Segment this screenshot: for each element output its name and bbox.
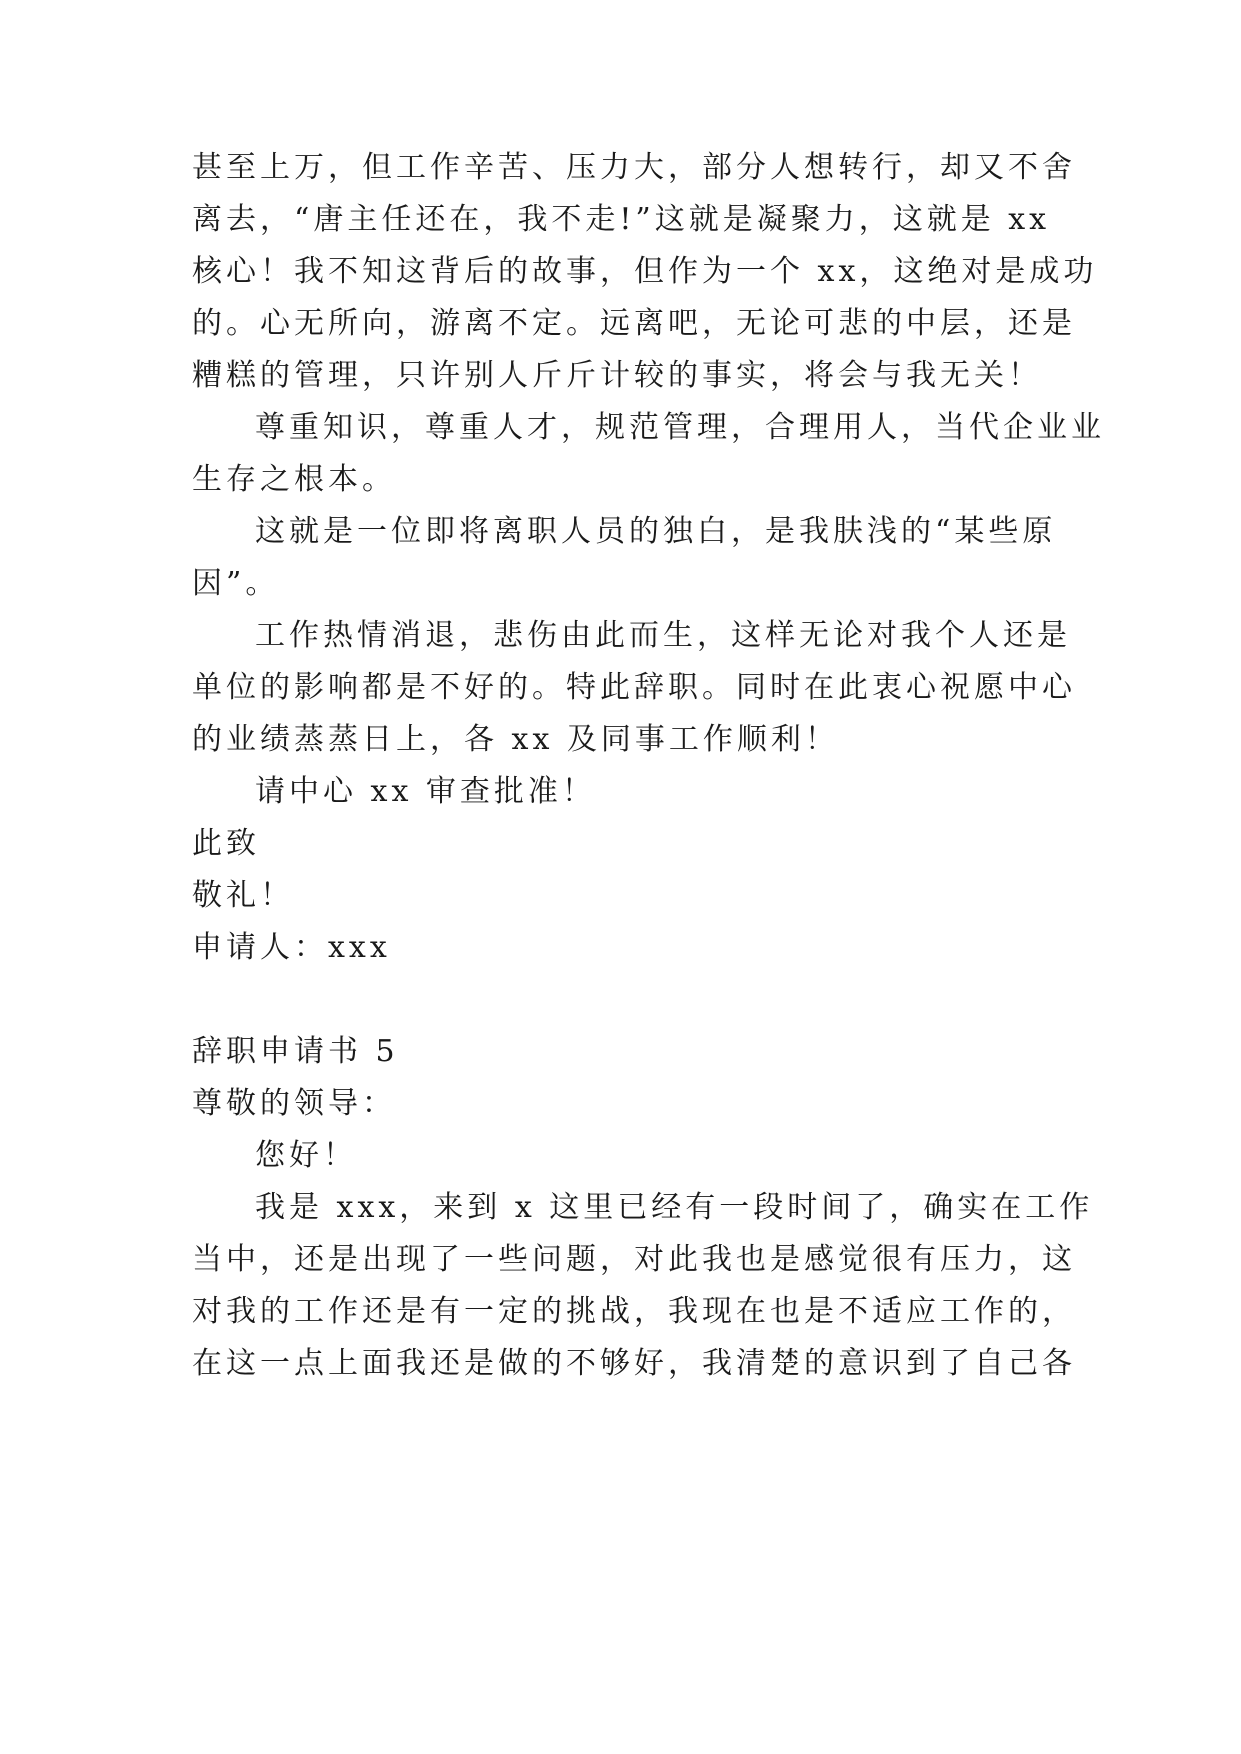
paragraph-line: 这就是一位即将离职人员的独白，是我肤浅的“某些原 xyxy=(255,514,1057,549)
paragraph-line: 因”。 xyxy=(192,566,280,601)
paragraph-line: 当中，还是出现了一些问题，对此我也是感觉很有压力，这 xyxy=(192,1242,1076,1277)
paragraph-line: 对我的工作还是有一定的挑战，我现在也是不适应工作的， xyxy=(192,1294,1076,1329)
paragraph-line: 核心！我不知这背后的故事，但作为一个 xx，这绝对是成功 xyxy=(192,254,1098,289)
paragraph-line: 生存之根本。 xyxy=(192,462,396,497)
salutation-line: 尊敬的领导： xyxy=(192,1086,396,1121)
paragraph-line: 的业绩蒸蒸日上，各 xx 及同事工作顺利！ xyxy=(192,722,839,757)
paragraph-line: 单位的影响都是不好的。特此辞职。同时在此衷心祝愿中心 xyxy=(192,670,1076,705)
paragraph-line: 甚至上万，但工作辛苦、压力大，部分人想转行，却又不舍 xyxy=(192,150,1076,185)
paragraph-line: 在这一点上面我还是做的不够好，我清楚的意识到了自己各 xyxy=(192,1346,1076,1381)
paragraph-line: 离去，“唐主任还在，我不走!”这就是凝聚力，这就是 xx xyxy=(192,202,1051,237)
closing-line: 此致 xyxy=(192,826,260,861)
applicant-line: 申请人：xxx xyxy=(192,930,391,965)
paragraph-line: 工作热情消退，悲伤由此而生，这样无论对我个人还是 xyxy=(255,618,1071,653)
closing-line: 敬礼！ xyxy=(192,878,294,913)
paragraph-line: 请中心 xx 审查批准！ xyxy=(255,774,596,809)
paragraph-line: 尊重知识，尊重人才，规范管理，合理用人，当代企业业 xyxy=(255,410,1105,445)
section-title: 辞职申请书 5 xyxy=(192,1034,399,1069)
greeting-line: 您好！ xyxy=(255,1138,357,1173)
paragraph-line: 的。心无所向，游离不定。远离吧，无论可悲的中层，还是 xyxy=(192,306,1076,341)
paragraph-line: 我是 xxx，来到 x 这里已经有一段时间了，确实在工作 xyxy=(255,1190,1094,1225)
paragraph-line: 糟糕的管理，只许别人斤斤计较的事实，将会与我无关！ xyxy=(192,358,1042,393)
